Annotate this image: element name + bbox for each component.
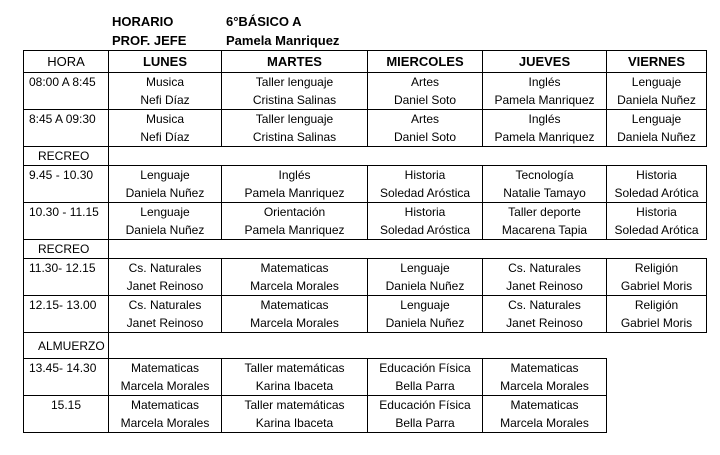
teacher-name: Gabriel Moris (620, 279, 693, 293)
subject-name: Cs. Naturales (128, 261, 202, 275)
class-cell (368, 110, 483, 147)
subject-name: Taller lenguaje (255, 112, 334, 126)
subject-name: Taller lenguaje (255, 75, 334, 89)
break-row (24, 147, 707, 166)
class-cell (222, 396, 368, 433)
class-cell (109, 259, 222, 296)
class-cell (109, 110, 222, 147)
teacher-name: Nefi Díaz (140, 130, 190, 144)
subject-name: Religión (634, 261, 679, 275)
time-slot (24, 359, 109, 396)
teacher-name: Gabriel Moris (620, 316, 693, 330)
subject-name: Cs. Naturales (508, 261, 581, 275)
class-cell (607, 296, 707, 333)
class-cell (109, 73, 222, 110)
teacher-name: Bella Parra (395, 416, 455, 430)
class-cell (368, 359, 483, 396)
subject-name: Matematicas (130, 398, 200, 412)
class-cell (607, 203, 707, 240)
subject-name: Historia (636, 168, 677, 182)
column-header-jueves: JUEVES (483, 51, 607, 73)
teacher-name: Daniela Nuñez (125, 186, 205, 200)
class-cell (222, 359, 368, 396)
teacher-name: Marcela Morales (250, 316, 339, 330)
subject-name: Historia (404, 168, 446, 182)
class-cell (607, 73, 707, 110)
teacher-name: Karina Ibaceta (255, 416, 334, 430)
horario-label: HORARIO (112, 14, 174, 29)
teacher-name: Janet Reinoso (126, 279, 204, 293)
break-label: RECREO (24, 240, 109, 259)
teacher-name: Daniela Nuñez (617, 130, 696, 144)
subject-name: Lenguaje (631, 112, 682, 126)
teacher-name: Daniela Nuñez (125, 223, 205, 237)
teacher-name: Marcela Morales (120, 379, 210, 393)
time-slot-label: 13.45- 14.30 (29, 361, 97, 375)
class-cell (483, 110, 607, 147)
teacher-name: Karina Ibaceta (255, 379, 334, 393)
empty-cell (607, 359, 707, 396)
teacher-name: Janet Reinoso (126, 316, 204, 330)
subject-name: Lenguaje (140, 205, 190, 219)
time-slot-label: 8:45 A 09:30 (29, 112, 96, 126)
subject-name: Cs. Naturales (128, 298, 202, 312)
teacher-name: Natalie Tamayo (503, 186, 586, 200)
time-slot (24, 296, 109, 333)
subject-name: Inglés (528, 75, 561, 89)
teacher-name: Macarena Tapia (501, 223, 588, 237)
class-cell (483, 166, 607, 203)
class-cell (483, 396, 607, 433)
subject-name: Inglés (278, 168, 311, 182)
class-cell (607, 166, 707, 203)
break-spacer (109, 333, 707, 359)
column-header-martes: MARTES (222, 51, 368, 73)
time-slot-label: 15.15 (50, 398, 82, 412)
class-cell (222, 110, 368, 147)
teacher-name: Soledad Arótica (614, 223, 699, 237)
subject-name: Orientación (263, 205, 326, 219)
subject-name: Educación Física (379, 361, 471, 375)
teacher-name: Soledad Aróstica (379, 223, 471, 237)
teacher-name: Daniela Nuñez (385, 279, 465, 293)
time-slot-label: 10.30 - 11.15 (29, 205, 99, 219)
teacher-name: Daniela Nuñez (617, 93, 696, 107)
subject-name: Matematicas (130, 361, 200, 375)
class-row (24, 73, 707, 110)
teacher-name: Marcela Morales (250, 279, 339, 293)
class-cell (368, 296, 483, 333)
class-cell (607, 110, 707, 147)
class-cell (109, 166, 222, 203)
break-row (24, 240, 707, 259)
subject-name: Matematicas (260, 298, 329, 312)
teacher-name: Pamela Manriquez (494, 130, 595, 144)
teacher-name: Marcela Morales (500, 379, 589, 393)
class-cell (607, 259, 707, 296)
subject-name: Historia (404, 205, 446, 219)
schedule-body (24, 73, 707, 433)
subject-name: Taller matemáticas (244, 398, 345, 412)
column-header-viernes: VIERNES (607, 51, 707, 73)
class-cell (109, 296, 222, 333)
class-cell (222, 73, 368, 110)
teacher-name: Daniel Soto (393, 93, 457, 107)
class-cell (483, 296, 607, 333)
subject-name: Lenguaje (631, 75, 682, 89)
break-label: ALMUERZO (24, 333, 109, 359)
prof-jefe-name: Pamela Manriquez (226, 33, 340, 48)
subject-name: Taller matemáticas (244, 361, 345, 375)
subject-name: Inglés (528, 112, 561, 126)
subject-name: Lenguaje (400, 298, 450, 312)
teacher-name: Marcela Morales (500, 416, 589, 430)
class-cell (483, 359, 607, 396)
time-slot-label: 12.15- 13.00 (29, 298, 97, 312)
teacher-name: Pamela Manriquez (494, 93, 595, 107)
break-row (24, 333, 707, 359)
column-header-miercoles: MIERCOLES (368, 51, 483, 73)
subject-name: Matematicas (510, 398, 579, 412)
subject-name: Artes (410, 75, 439, 89)
time-slot (24, 259, 109, 296)
subject-name: Tecnología (515, 168, 574, 182)
class-cell (368, 73, 483, 110)
subject-name: Matematicas (260, 261, 329, 275)
teacher-name: Soledad Arótica (614, 186, 699, 200)
class-cell (483, 203, 607, 240)
class-cell (483, 259, 607, 296)
class-row (24, 166, 707, 203)
subject-name: Educación Física (379, 398, 471, 412)
class-row (24, 259, 707, 296)
teacher-name: Pamela Manriquez (244, 223, 345, 237)
class-row (24, 396, 707, 433)
subject-name: Artes (410, 112, 439, 126)
subject-name: Musica (145, 112, 184, 126)
class-cell (368, 203, 483, 240)
class-row (24, 203, 707, 240)
teacher-name: Janet Reinoso (506, 279, 583, 293)
subject-name: Historia (636, 205, 677, 219)
class-cell (483, 73, 607, 110)
break-label: RECREO (24, 147, 109, 166)
class-row (24, 110, 707, 147)
course-title: 6°BÁSICO A (226, 14, 302, 29)
teacher-name: Marcela Morales (120, 416, 210, 430)
schedule-table (23, 50, 707, 433)
class-cell (368, 259, 483, 296)
column-header-hora: HORA (24, 51, 109, 73)
empty-cell (607, 396, 707, 433)
teacher-name: Daniel Soto (393, 130, 457, 144)
time-slot-label: 08:00 A 8:45 (29, 75, 96, 89)
time-slot (24, 166, 109, 203)
class-cell (109, 359, 222, 396)
subject-name: Lenguaje (400, 261, 450, 275)
teacher-name: Nefi Díaz (140, 93, 190, 107)
time-slot (24, 110, 109, 147)
class-cell (222, 259, 368, 296)
break-spacer (109, 147, 707, 166)
subject-name: Musica (145, 75, 184, 89)
class-cell (109, 203, 222, 240)
subject-name: Lenguaje (140, 168, 190, 182)
teacher-name: Cristina Salinas (252, 93, 337, 107)
header-row (24, 51, 707, 73)
teacher-name: Daniela Nuñez (385, 316, 465, 330)
time-slot (24, 203, 109, 240)
time-slot-label: 9.45 - 10.30 (29, 168, 94, 182)
class-cell (222, 203, 368, 240)
subject-name: Cs. Naturales (508, 298, 581, 312)
teacher-name: Soledad Aróstica (379, 186, 471, 200)
class-cell (109, 396, 222, 433)
time-slot (24, 396, 109, 433)
column-header-lunes: LUNES (109, 51, 222, 73)
subject-name: Religión (634, 298, 679, 312)
break-spacer (109, 240, 707, 259)
class-cell (368, 396, 483, 433)
class-cell (368, 166, 483, 203)
class-cell (222, 296, 368, 333)
class-row (24, 296, 707, 333)
teacher-name: Pamela Manriquez (244, 186, 345, 200)
time-slot (24, 73, 109, 110)
subject-name: Taller deporte (508, 205, 581, 219)
class-row (24, 359, 707, 396)
teacher-name: Cristina Salinas (252, 130, 337, 144)
time-slot-label: 11.30- 12.15 (29, 261, 96, 275)
teacher-name: Janet Reinoso (506, 316, 583, 330)
prof-jefe-label: PROF. JEFE (112, 33, 187, 48)
subject-name: Matematicas (510, 361, 579, 375)
class-cell (222, 166, 368, 203)
teacher-name: Bella Parra (395, 379, 455, 393)
